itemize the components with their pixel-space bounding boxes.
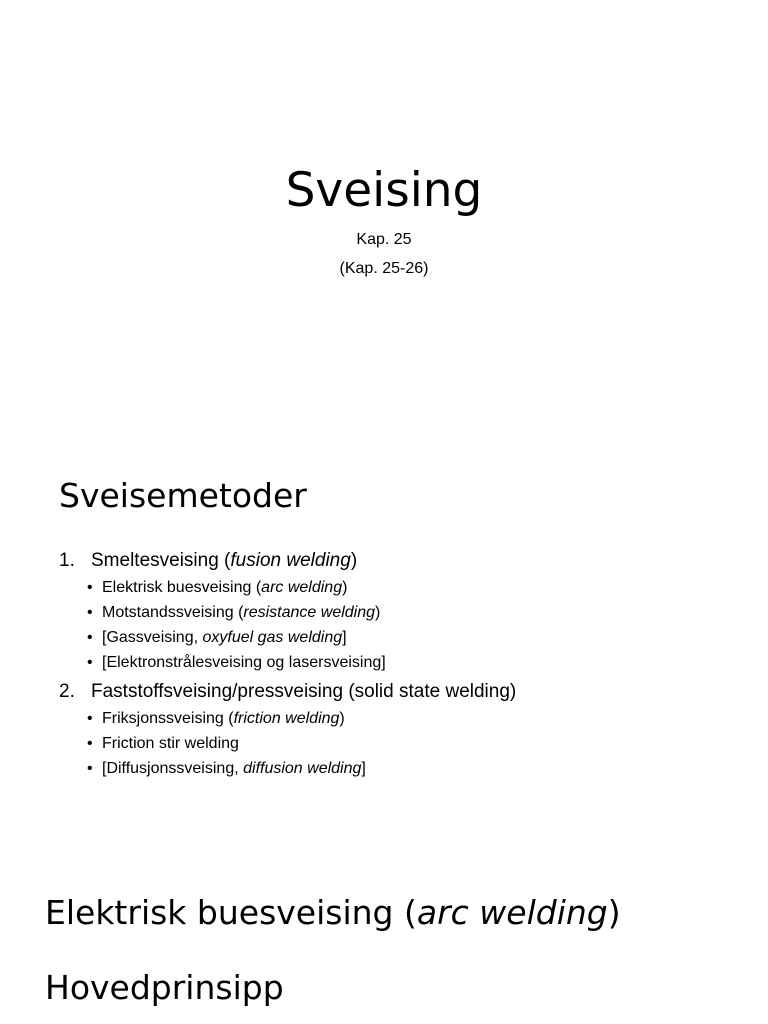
list-number: 2. xyxy=(59,681,75,702)
sub-item-text: [Diffusjonssveising, xyxy=(102,760,244,777)
sub-list-item xyxy=(59,600,516,625)
section-heading: Sveisemetoder xyxy=(59,476,307,515)
list-item-suffix: ) xyxy=(350,550,358,571)
arc-welding-title-text: Elektrisk buesveising ( xyxy=(45,893,417,932)
sub-item-text: Elektrisk buesveising ( xyxy=(102,579,262,596)
sub-item-text: Motstandssveising ( xyxy=(102,604,244,621)
list-item xyxy=(59,546,516,575)
sub-item-text: [Elektronstrålesveising og lasersveising] xyxy=(102,654,386,671)
sub-list-item xyxy=(59,756,516,781)
bullet-icon: • xyxy=(87,760,93,777)
sub-item-suffix: ) xyxy=(342,579,348,596)
sub-list-item xyxy=(59,625,516,650)
bullet-icon: • xyxy=(87,710,93,727)
bullet-icon: • xyxy=(87,579,93,596)
sub-item-text: Friksjonssveising ( xyxy=(102,710,234,727)
bullet-icon: • xyxy=(87,604,93,621)
arc-welding-title-suffix: ) xyxy=(607,893,621,932)
sub-item-suffix: ) xyxy=(375,604,381,621)
welding-methods-list xyxy=(59,546,516,781)
list-item-italic: fusion welding xyxy=(230,550,351,571)
sub-list-item xyxy=(59,706,516,731)
sub-item-italic: diffusion welding xyxy=(243,760,362,777)
list-item xyxy=(59,677,516,706)
sub-list-item xyxy=(59,731,516,756)
list-item-text: Faststoffsveising/pressveising (solid state welding) xyxy=(91,681,517,702)
sub-item-italic: oxyfuel gas welding xyxy=(202,629,343,646)
chapter-label: Kap. 25 xyxy=(356,231,412,248)
bullet-icon: • xyxy=(87,654,93,671)
arc-welding-title xyxy=(45,890,621,936)
sub-item-text: Friction stir welding xyxy=(102,735,239,752)
chapter-range-label: (Kap. 25-26) xyxy=(339,260,429,277)
list-number: 1. xyxy=(59,550,75,571)
sub-list-item xyxy=(59,650,516,675)
sub-item-suffix: ] xyxy=(361,760,366,777)
bullet-icon: • xyxy=(87,735,93,752)
sub-item-italic: friction welding xyxy=(233,710,340,727)
sub-item-italic: resistance welding xyxy=(243,604,376,621)
sub-item-italic: arc welding xyxy=(261,579,343,596)
sub-list-item xyxy=(59,575,516,600)
main-principle-heading: Hovedprinsipp xyxy=(45,968,284,1007)
sub-item-suffix: ] xyxy=(342,629,347,646)
sub-item-text: [Gassveising, xyxy=(102,629,203,646)
sub-item-suffix: ) xyxy=(339,710,345,727)
slide-title: Sveising xyxy=(285,163,483,218)
arc-welding-title-italic: arc welding xyxy=(416,893,608,932)
bullet-icon: • xyxy=(87,629,93,646)
list-item-text: Smeltesveising ( xyxy=(91,550,231,571)
